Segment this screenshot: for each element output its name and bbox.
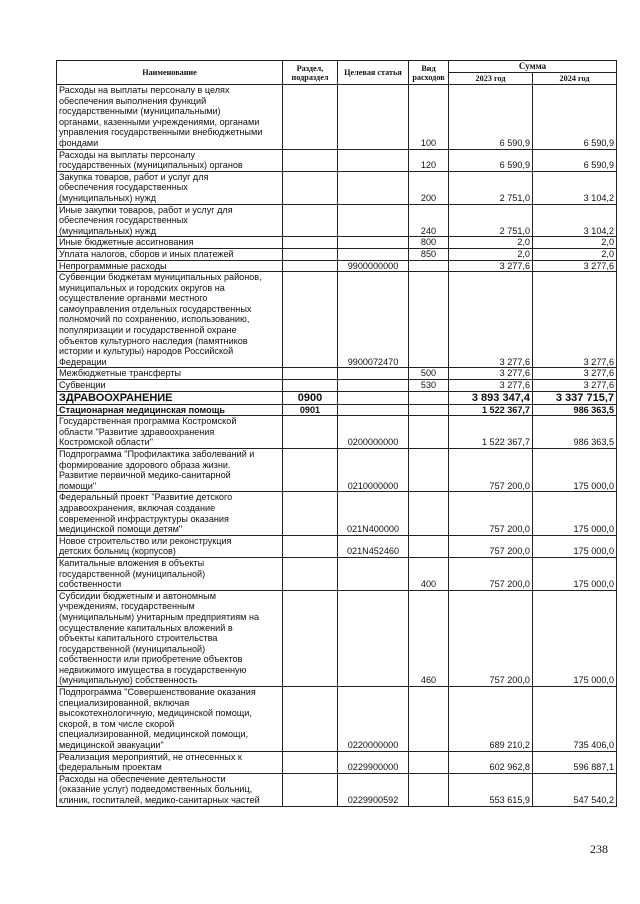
cell-name: Иные бюджетные ассигнования: [57, 237, 283, 249]
cell-target: [338, 85, 409, 150]
cell-section: 0901: [283, 404, 338, 416]
cell-section: [283, 557, 338, 590]
table-row: [57, 687, 617, 752]
cell-target: 0210000000: [338, 449, 409, 492]
cell-sum-2024: 3 104,2: [533, 204, 617, 237]
cell-sum-2023: 6 590,9: [449, 149, 533, 171]
cell-target: 0229900592: [338, 773, 409, 806]
cell-target: 021N400000: [338, 492, 409, 535]
cell-name: Закупка товаров, работ и услуг для обеспечения государственных (муниципальных) нужд: [57, 171, 283, 204]
cell-sum-2023: 2 751,0: [449, 171, 533, 204]
cell-kind: [409, 773, 449, 806]
cell-sum-2024: 2,0: [533, 237, 617, 249]
cell-name: Подпрограмма "Профилактика заболеваний и формирование здорового образа жизни. Развитие первичной медико-санитарной помощи": [57, 449, 283, 492]
cell-sum-2023: 1 522 367,7: [449, 416, 533, 449]
table-row: [57, 368, 617, 380]
table-row: [57, 535, 617, 557]
cell-kind: [409, 687, 449, 752]
table-row: [57, 492, 617, 535]
cell-sum-2023: 757 200,0: [449, 557, 533, 590]
table-header: [57, 61, 617, 85]
cell-target: 0229900000: [338, 751, 409, 773]
cell-name: Субсидии бюджетным и автономным учреждениям, государственным (муниципальным) унитарным предприятиям на осуществление капитальных вложений в объекты капитального строительства государственной (муниципальной) собственности или приобретение объектов недвижимого имущества в государственную (муниципальную) собственность: [57, 590, 283, 686]
cell-kind: 240: [409, 204, 449, 237]
cell-target: [338, 171, 409, 204]
cell-kind: [409, 404, 449, 416]
table-row: [57, 85, 617, 150]
cell-section: [283, 149, 338, 171]
cell-kind: [409, 272, 449, 368]
cell-name: Реализация мероприятий, не отнесенных к федеральным проектам: [57, 751, 283, 773]
cell-section: [283, 773, 338, 806]
cell-kind: 400: [409, 557, 449, 590]
header-year-2024: 2024 год: [533, 73, 617, 85]
cell-kind: 500: [409, 368, 449, 380]
cell-section: [283, 171, 338, 204]
cell-target: [338, 248, 409, 260]
cell-sum-2024: 3 104,2: [533, 171, 617, 204]
budget-table: [56, 60, 617, 807]
cell-target: [338, 204, 409, 237]
cell-kind: 120: [409, 149, 449, 171]
cell-sum-2024: 3 277,6: [533, 368, 617, 380]
cell-kind: 530: [409, 380, 449, 392]
table-row: [57, 380, 617, 392]
cell-section: [283, 85, 338, 150]
cell-sum-2024: 547 540,2: [533, 773, 617, 806]
cell-sum-2023: 757 200,0: [449, 535, 533, 557]
cell-target: 021N452460: [338, 535, 409, 557]
header-name: Наименование: [57, 61, 283, 85]
table-row: [57, 751, 617, 773]
cell-target: 0220000000: [338, 687, 409, 752]
cell-sum-2024: 3 337 715,7: [533, 391, 617, 404]
cell-section: [283, 687, 338, 752]
header-target: Целевая статья: [338, 61, 409, 85]
cell-section: [283, 416, 338, 449]
cell-target: [338, 380, 409, 392]
cell-target: [338, 557, 409, 590]
cell-target: 9900072470: [338, 272, 409, 368]
cell-name: Иные закупки товаров, работ и услуг для обеспечения государственных (муниципальных) нужд: [57, 204, 283, 237]
cell-sum-2023: 3 893 347,4: [449, 391, 533, 404]
table-body: [57, 85, 617, 807]
cell-sum-2023: 2,0: [449, 237, 533, 249]
table-row: [57, 449, 617, 492]
cell-sum-2024: 3 277,6: [533, 380, 617, 392]
table-row: [57, 391, 617, 404]
cell-sum-2024: 175 000,0: [533, 492, 617, 535]
cell-section: [283, 237, 338, 249]
cell-section: [283, 751, 338, 773]
cell-section: [283, 204, 338, 237]
cell-kind: 100: [409, 85, 449, 150]
cell-kind: [409, 416, 449, 449]
table-row: [57, 590, 617, 686]
cell-kind: [409, 449, 449, 492]
cell-sum-2024: 6 590,9: [533, 85, 617, 150]
cell-name: Капитальные вложения в объекты государственной (муниципальной) собственности: [57, 557, 283, 590]
cell-kind: 850: [409, 248, 449, 260]
header-year-2023: 2023 год: [449, 73, 533, 85]
cell-section: [283, 368, 338, 380]
table-row: [57, 149, 617, 171]
cell-sum-2024: 735 406,0: [533, 687, 617, 752]
cell-section: [283, 260, 338, 272]
cell-name: Уплата налогов, сборов и иных платежей: [57, 248, 283, 260]
page-number: 238: [590, 842, 608, 856]
cell-section: [283, 272, 338, 368]
cell-target: [338, 404, 409, 416]
cell-target: [338, 237, 409, 249]
cell-sum-2023: 3 277,6: [449, 272, 533, 368]
cell-section: [283, 590, 338, 686]
cell-section: [283, 492, 338, 535]
cell-target: [338, 368, 409, 380]
cell-kind: 200: [409, 171, 449, 204]
cell-sum-2023: 689 210,2: [449, 687, 533, 752]
table-row: [57, 237, 617, 249]
table-row: [57, 171, 617, 204]
cell-sum-2023: 2 751,0: [449, 204, 533, 237]
cell-name: Стационарная медицинская помощь: [57, 404, 283, 416]
cell-name: Расходы на выплаты персоналу в целях обеспечения выполнения функций государственными (муниципальными) органами, казенными учреждениями, органами управления государственными внебюджетными фондами: [57, 85, 283, 150]
cell-sum-2024: 175 000,0: [533, 590, 617, 686]
cell-sum-2023: 757 200,0: [449, 590, 533, 686]
cell-sum-2024: 596 887,1: [533, 751, 617, 773]
table-row: [57, 773, 617, 806]
table-row: [57, 248, 617, 260]
cell-target: [338, 149, 409, 171]
cell-name: Межбюджетные трансферты: [57, 368, 283, 380]
cell-sum-2024: 3 277,6: [533, 272, 617, 368]
table-row: [57, 404, 617, 416]
cell-kind: [409, 751, 449, 773]
cell-sum-2023: 757 200,0: [449, 492, 533, 535]
table-row: [57, 204, 617, 237]
cell-name: Государственная программа Костромской области "Развитие здравоохранения Костромской области": [57, 416, 283, 449]
cell-kind: 800: [409, 237, 449, 249]
cell-name: ЗДРАВООХРАНЕНИЕ: [57, 391, 283, 404]
cell-section: [283, 535, 338, 557]
cell-section: [283, 248, 338, 260]
cell-target: 0200000000: [338, 416, 409, 449]
cell-target: [338, 590, 409, 686]
cell-name: Расходы на выплаты персоналу государственных (муниципальных) органов: [57, 149, 283, 171]
cell-sum-2023: 602 962,8: [449, 751, 533, 773]
cell-target: 9900000000: [338, 260, 409, 272]
cell-kind: [409, 535, 449, 557]
cell-sum-2023: 2,0: [449, 248, 533, 260]
cell-kind: [409, 492, 449, 535]
cell-target: [338, 391, 409, 404]
cell-sum-2024: 3 277,6: [533, 260, 617, 272]
cell-sum-2023: 3 277,6: [449, 260, 533, 272]
cell-sum-2023: 757 200,0: [449, 449, 533, 492]
table-row: [57, 260, 617, 272]
cell-sum-2024: 2,0: [533, 248, 617, 260]
cell-name: Подпрограмма "Совершенствование оказания специализированной, включая высокотехнологичную, медицинской помощи, скорой, в том числе скорой специализированной, медицинской помощи, медицинской эвакуации": [57, 687, 283, 752]
header-section: Раздел, подраздел: [283, 61, 338, 85]
cell-sum-2024: 175 000,0: [533, 449, 617, 492]
cell-section: [283, 449, 338, 492]
table-row: [57, 557, 617, 590]
cell-sum-2023: 6 590,9: [449, 85, 533, 150]
cell-kind: 460: [409, 590, 449, 686]
cell-sum-2023: 1 522 367,7: [449, 404, 533, 416]
cell-sum-2024: 175 000,0: [533, 557, 617, 590]
cell-name: Федеральный проект "Развитие детского здравоохранения, включая создание современной инфраструктуры оказания медицинской помощи детям": [57, 492, 283, 535]
cell-sum-2024: 986 363,5: [533, 404, 617, 416]
header-sum: Сумма: [449, 61, 617, 73]
cell-kind: [409, 260, 449, 272]
cell-section: [283, 380, 338, 392]
cell-name: Новое строительство или реконструкция детских больниц (корпусов): [57, 535, 283, 557]
header-kind: Вид расходов: [409, 61, 449, 85]
table-row: [57, 416, 617, 449]
cell-sum-2024: 986 363,5: [533, 416, 617, 449]
cell-sum-2023: 553 615,9: [449, 773, 533, 806]
cell-name: Субвенции: [57, 380, 283, 392]
cell-name: Непрограммные расходы: [57, 260, 283, 272]
cell-section: 0900: [283, 391, 338, 404]
cell-sum-2024: 175 000,0: [533, 535, 617, 557]
cell-name: Расходы на обеспечение деятельности (оказание услуг) подведомственных больниц, клиник, госпиталей, медико-санитарных частей: [57, 773, 283, 806]
cell-sum-2024: 6 590,9: [533, 149, 617, 171]
cell-sum-2023: 3 277,6: [449, 380, 533, 392]
cell-name: Субвенции бюджетам муниципальных районов, муниципальных и городских округов на осуществление органами местного самоуправления отдельных государственных полномочий по сохранению, использованию, популяризации и государственной охране объектов культурного наследия (памятников истории и культуры) народов Российской Федерации: [57, 272, 283, 368]
cell-kind: [409, 391, 449, 404]
table-row: [57, 272, 617, 368]
cell-sum-2023: 3 277,6: [449, 368, 533, 380]
